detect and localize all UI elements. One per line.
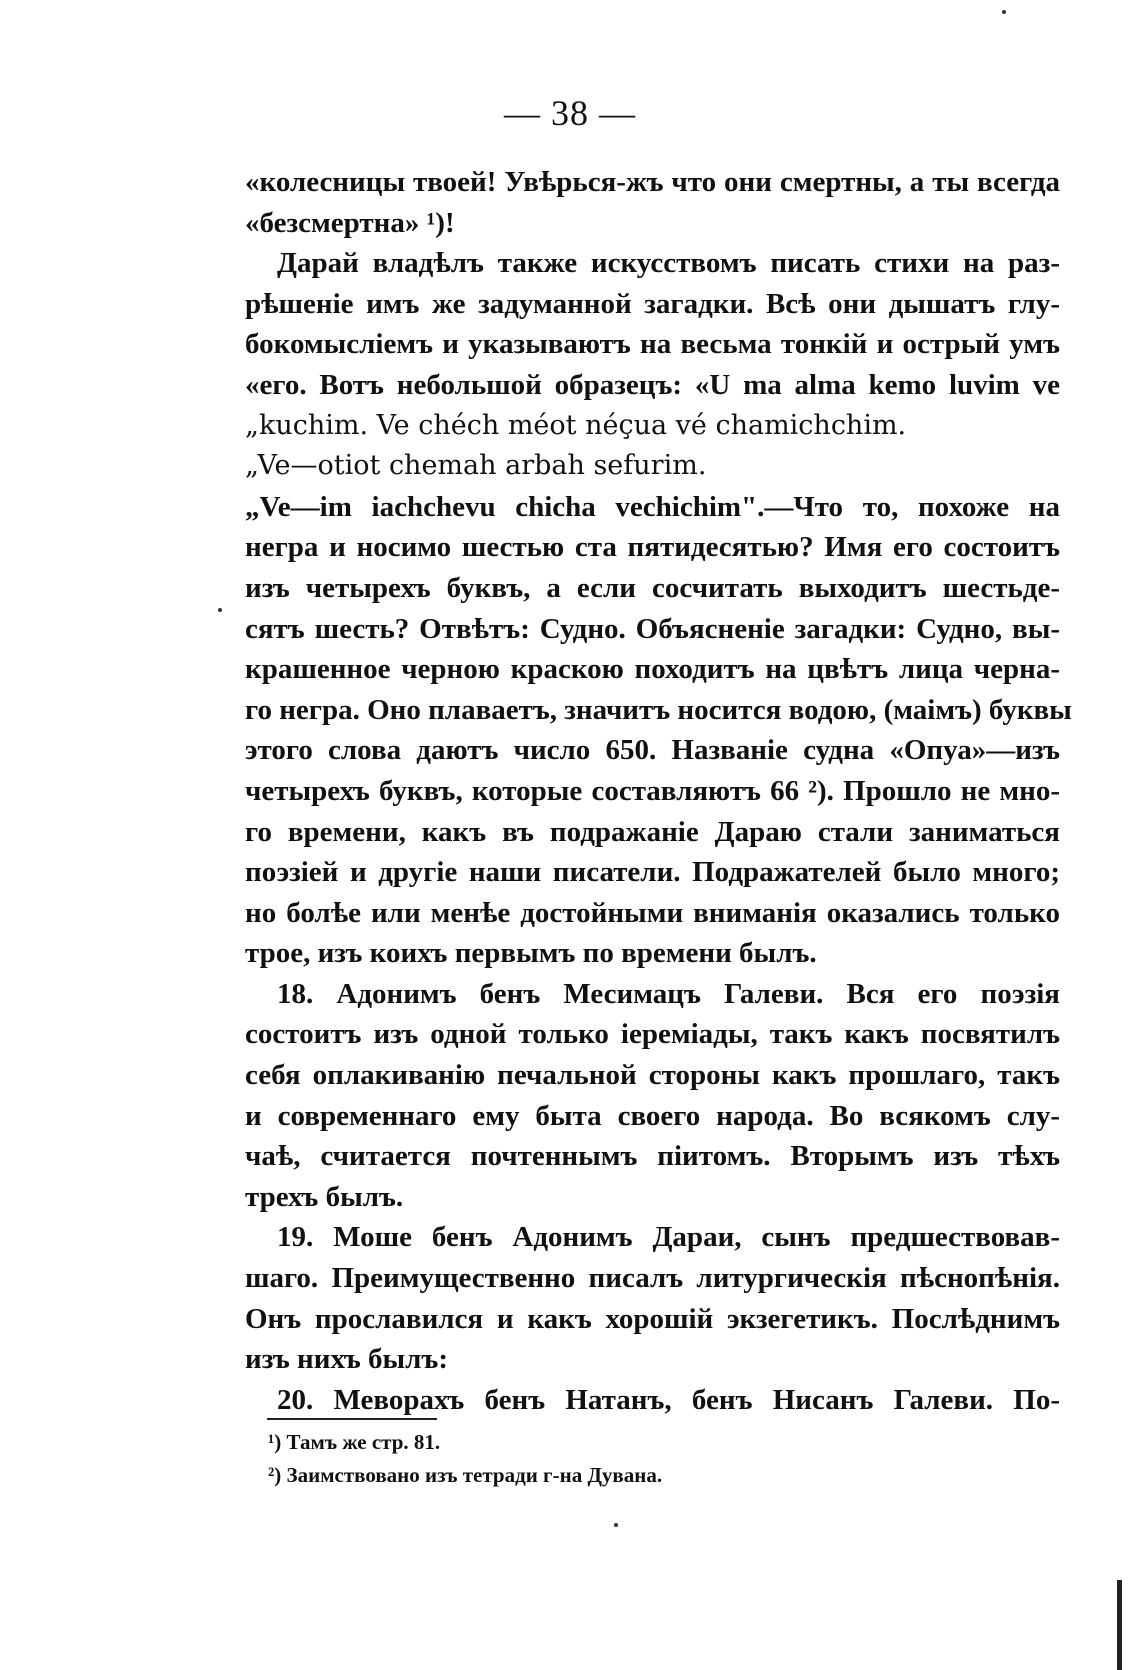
- page-number: — 38 —: [504, 93, 636, 133]
- scan-speck: [614, 1523, 618, 1527]
- text-line: трехъ былъ.: [245, 1180, 404, 1213]
- text-line: Дарай владѣлъ также искусствомъ писать стихи на раз-: [277, 247, 1060, 280]
- text-line: изъ четырехъ буквъ, а если сосчитать выходитъ шестьде-: [245, 571, 1060, 604]
- text-line: рѣшеніе имъ же задуманной загадки. Всѣ они дышатъ глу-: [245, 287, 1060, 320]
- text-line: изъ нихъ былъ:: [245, 1343, 448, 1376]
- text-line: четырехъ буквъ, которые составляютъ 66 ²). Прошло не мно-: [245, 774, 1060, 807]
- text-line: го времени, какъ въ подражаніе Дараю стали заниматься: [245, 815, 1060, 848]
- text-line: трое, изъ коихъ первымъ по времени былъ.: [245, 937, 817, 970]
- text-line: сятъ шесть? Отвѣтъ: Судно. Объясненіе загадки: Судно, вы-: [245, 612, 1060, 645]
- text-line: Онъ прославился и какъ хорошій экзегетикъ. Послѣднимъ: [245, 1302, 1060, 1335]
- text-line: поэзіей и другіе наши писатели. Подражателей было много;: [245, 856, 1060, 889]
- text-line: состоитъ изъ одной только іеремiады, такъ какъ посвятилъ: [245, 1018, 1060, 1051]
- text-line: но болѣе или менѣе достойными вниманія оказались только: [245, 896, 1060, 929]
- text-line: 18. Адонимъ бенъ Месимацъ Галеви. Вся его поэзія: [277, 977, 1060, 1010]
- text-line: и современнаго ему быта своего народа. Во всякомъ слу-: [245, 1099, 1060, 1132]
- text-line: 19. Моше бенъ Адонимъ Дараи, сынъ предшествовав-: [277, 1221, 1060, 1254]
- scan-edge-mark: [1117, 1580, 1122, 1670]
- footnotes: [268, 1426, 662, 1492]
- scan-speck: [1002, 10, 1006, 14]
- text-line: себя оплакиванію печальной стороны какъ прошлаго, такъ: [245, 1059, 1060, 1092]
- text-line: «его. Вотъ небольшой образецъ: «U ma alma kemo luvim ve: [245, 368, 1060, 401]
- footnote: ¹) Тамъ же стр. 81.: [268, 1430, 441, 1454]
- text-line: бокомысліемъ и указываютъ на весьма тонкій и острый умъ: [245, 328, 1060, 361]
- footnote: ²) Заимствовано изъ тетради г-на Дувана.: [268, 1463, 663, 1487]
- text-line: чаѣ, считается почтеннымъ піитомъ. Вторымъ изъ тѣхъ: [245, 1140, 1060, 1173]
- text-line: „Ve—otiot chemah arbah sefurim.: [245, 450, 707, 482]
- scan-speck: [218, 608, 222, 612]
- text-line: шаго. Преимущественно писалъ литургическія пѣснопѣнія.: [245, 1262, 1060, 1295]
- text-line: этого слова даютъ число 650. Названіе судна «Опуа»—изъ: [245, 734, 1060, 767]
- text-line: «безсмертна» ¹)!: [245, 206, 455, 239]
- text-line: го негра. Оно плаваетъ, значитъ носится водою, (маімъ) буквы: [245, 693, 1072, 726]
- text-line: негра и носимо шестью ста пятидесятью? Имя его состоитъ: [245, 531, 1060, 564]
- body-text: [245, 162, 1072, 1420]
- text-line: «колесницы твоей! Увѣрься-жъ что они смертны, а ты всегда: [245, 166, 1060, 198]
- footnote-divider: [267, 1418, 437, 1420]
- text-line: „Ve—im iachchevu chicha vechichim".—Что то, похоже на: [245, 490, 1060, 523]
- text-line: крашенное черною краскою походитъ на цвѣтъ лица черна-: [245, 653, 1060, 686]
- text-line: „kuchim. Ve chéch méot néçua vé chamichchim.: [245, 409, 907, 441]
- text-line: 20. Меворахъ бенъ Натанъ, бенъ Нисанъ Галеви. По-: [277, 1383, 1060, 1416]
